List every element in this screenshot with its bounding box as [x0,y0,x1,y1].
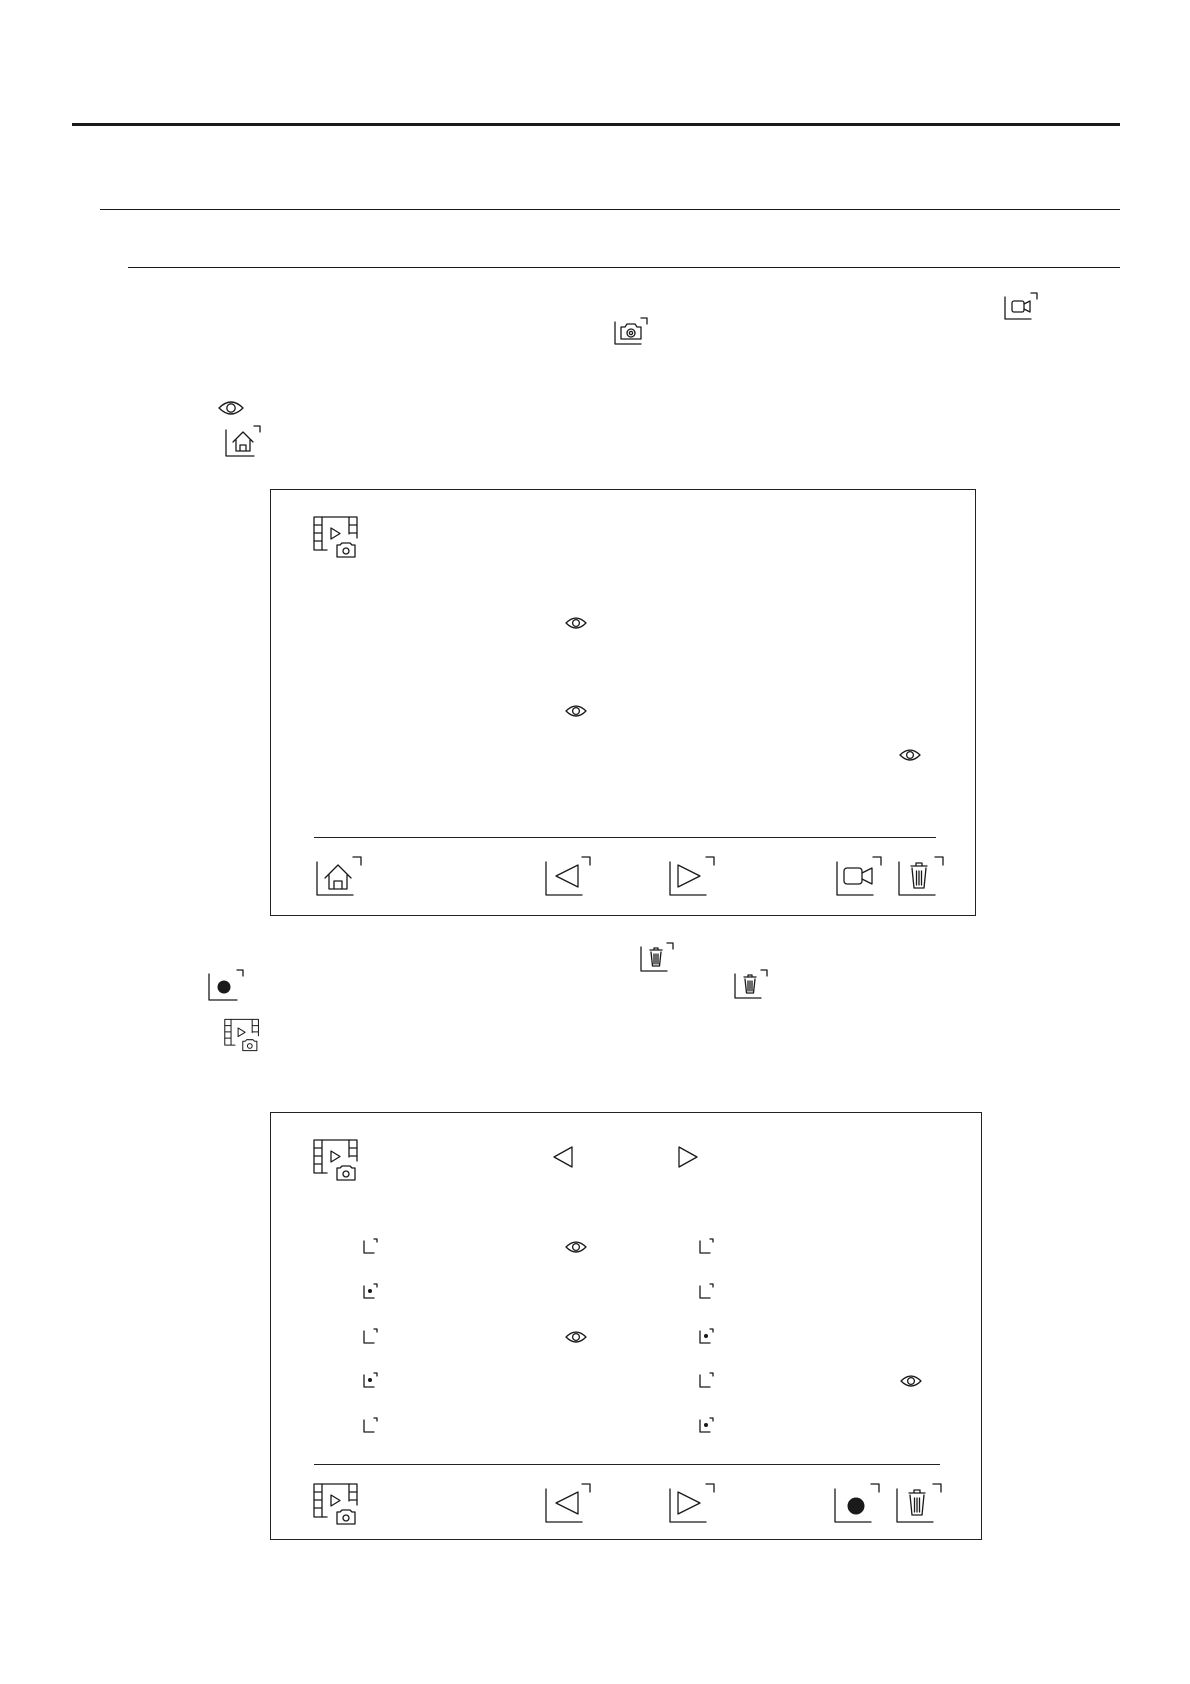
video-camera-icon [1004,292,1038,320]
record-button[interactable] [834,1483,880,1523]
section-rule [100,209,1120,210]
eye-icon [565,703,587,719]
checkbox-unchecked[interactable] [699,1238,715,1254]
checkbox-checked[interactable] [363,1372,379,1388]
trash-button[interactable] [898,856,944,896]
record-icon [208,969,244,1001]
checkbox-unchecked[interactable] [699,1372,715,1388]
eye-icon [899,747,921,763]
checkbox-checked[interactable] [699,1417,715,1433]
toolbar-divider [314,837,936,838]
checkbox-unchecked[interactable] [699,1283,715,1299]
page-next-icon[interactable] [677,1145,699,1169]
home-icon [225,425,261,457]
page-previous-icon[interactable] [552,1145,574,1169]
eye-icon [565,615,587,631]
checkbox-checked[interactable] [363,1283,379,1299]
media-gallery-icon[interactable] [313,516,359,558]
trash-icon [640,942,674,972]
screen-panel-playback [270,489,976,916]
previous-button[interactable] [545,1483,591,1523]
eye-icon [900,1373,922,1389]
previous-button[interactable] [545,856,591,896]
checkbox-checked[interactable] [699,1328,715,1344]
photo-camera-icon [614,317,648,345]
next-button[interactable] [669,856,715,896]
media-gallery-icon[interactable] [313,1139,359,1181]
next-button[interactable] [669,1483,715,1523]
media-gallery-button[interactable] [313,1483,359,1525]
eye-icon [565,1239,587,1255]
checkbox-unchecked[interactable] [363,1328,379,1344]
checkbox-unchecked[interactable] [363,1417,379,1433]
screen-panel-selection [270,1112,982,1540]
checkbox-unchecked[interactable] [363,1238,379,1254]
home-button[interactable] [316,856,362,896]
eye-icon [565,1329,587,1345]
trash-icon [734,969,768,999]
media-gallery-icon [224,1018,260,1052]
subsection-rule [128,267,1120,268]
eye-icon [217,398,245,418]
header-rule-thick [72,123,1120,126]
trash-button[interactable] [896,1483,942,1523]
toolbar-divider [314,1464,940,1465]
video-camera-button[interactable] [836,856,882,896]
